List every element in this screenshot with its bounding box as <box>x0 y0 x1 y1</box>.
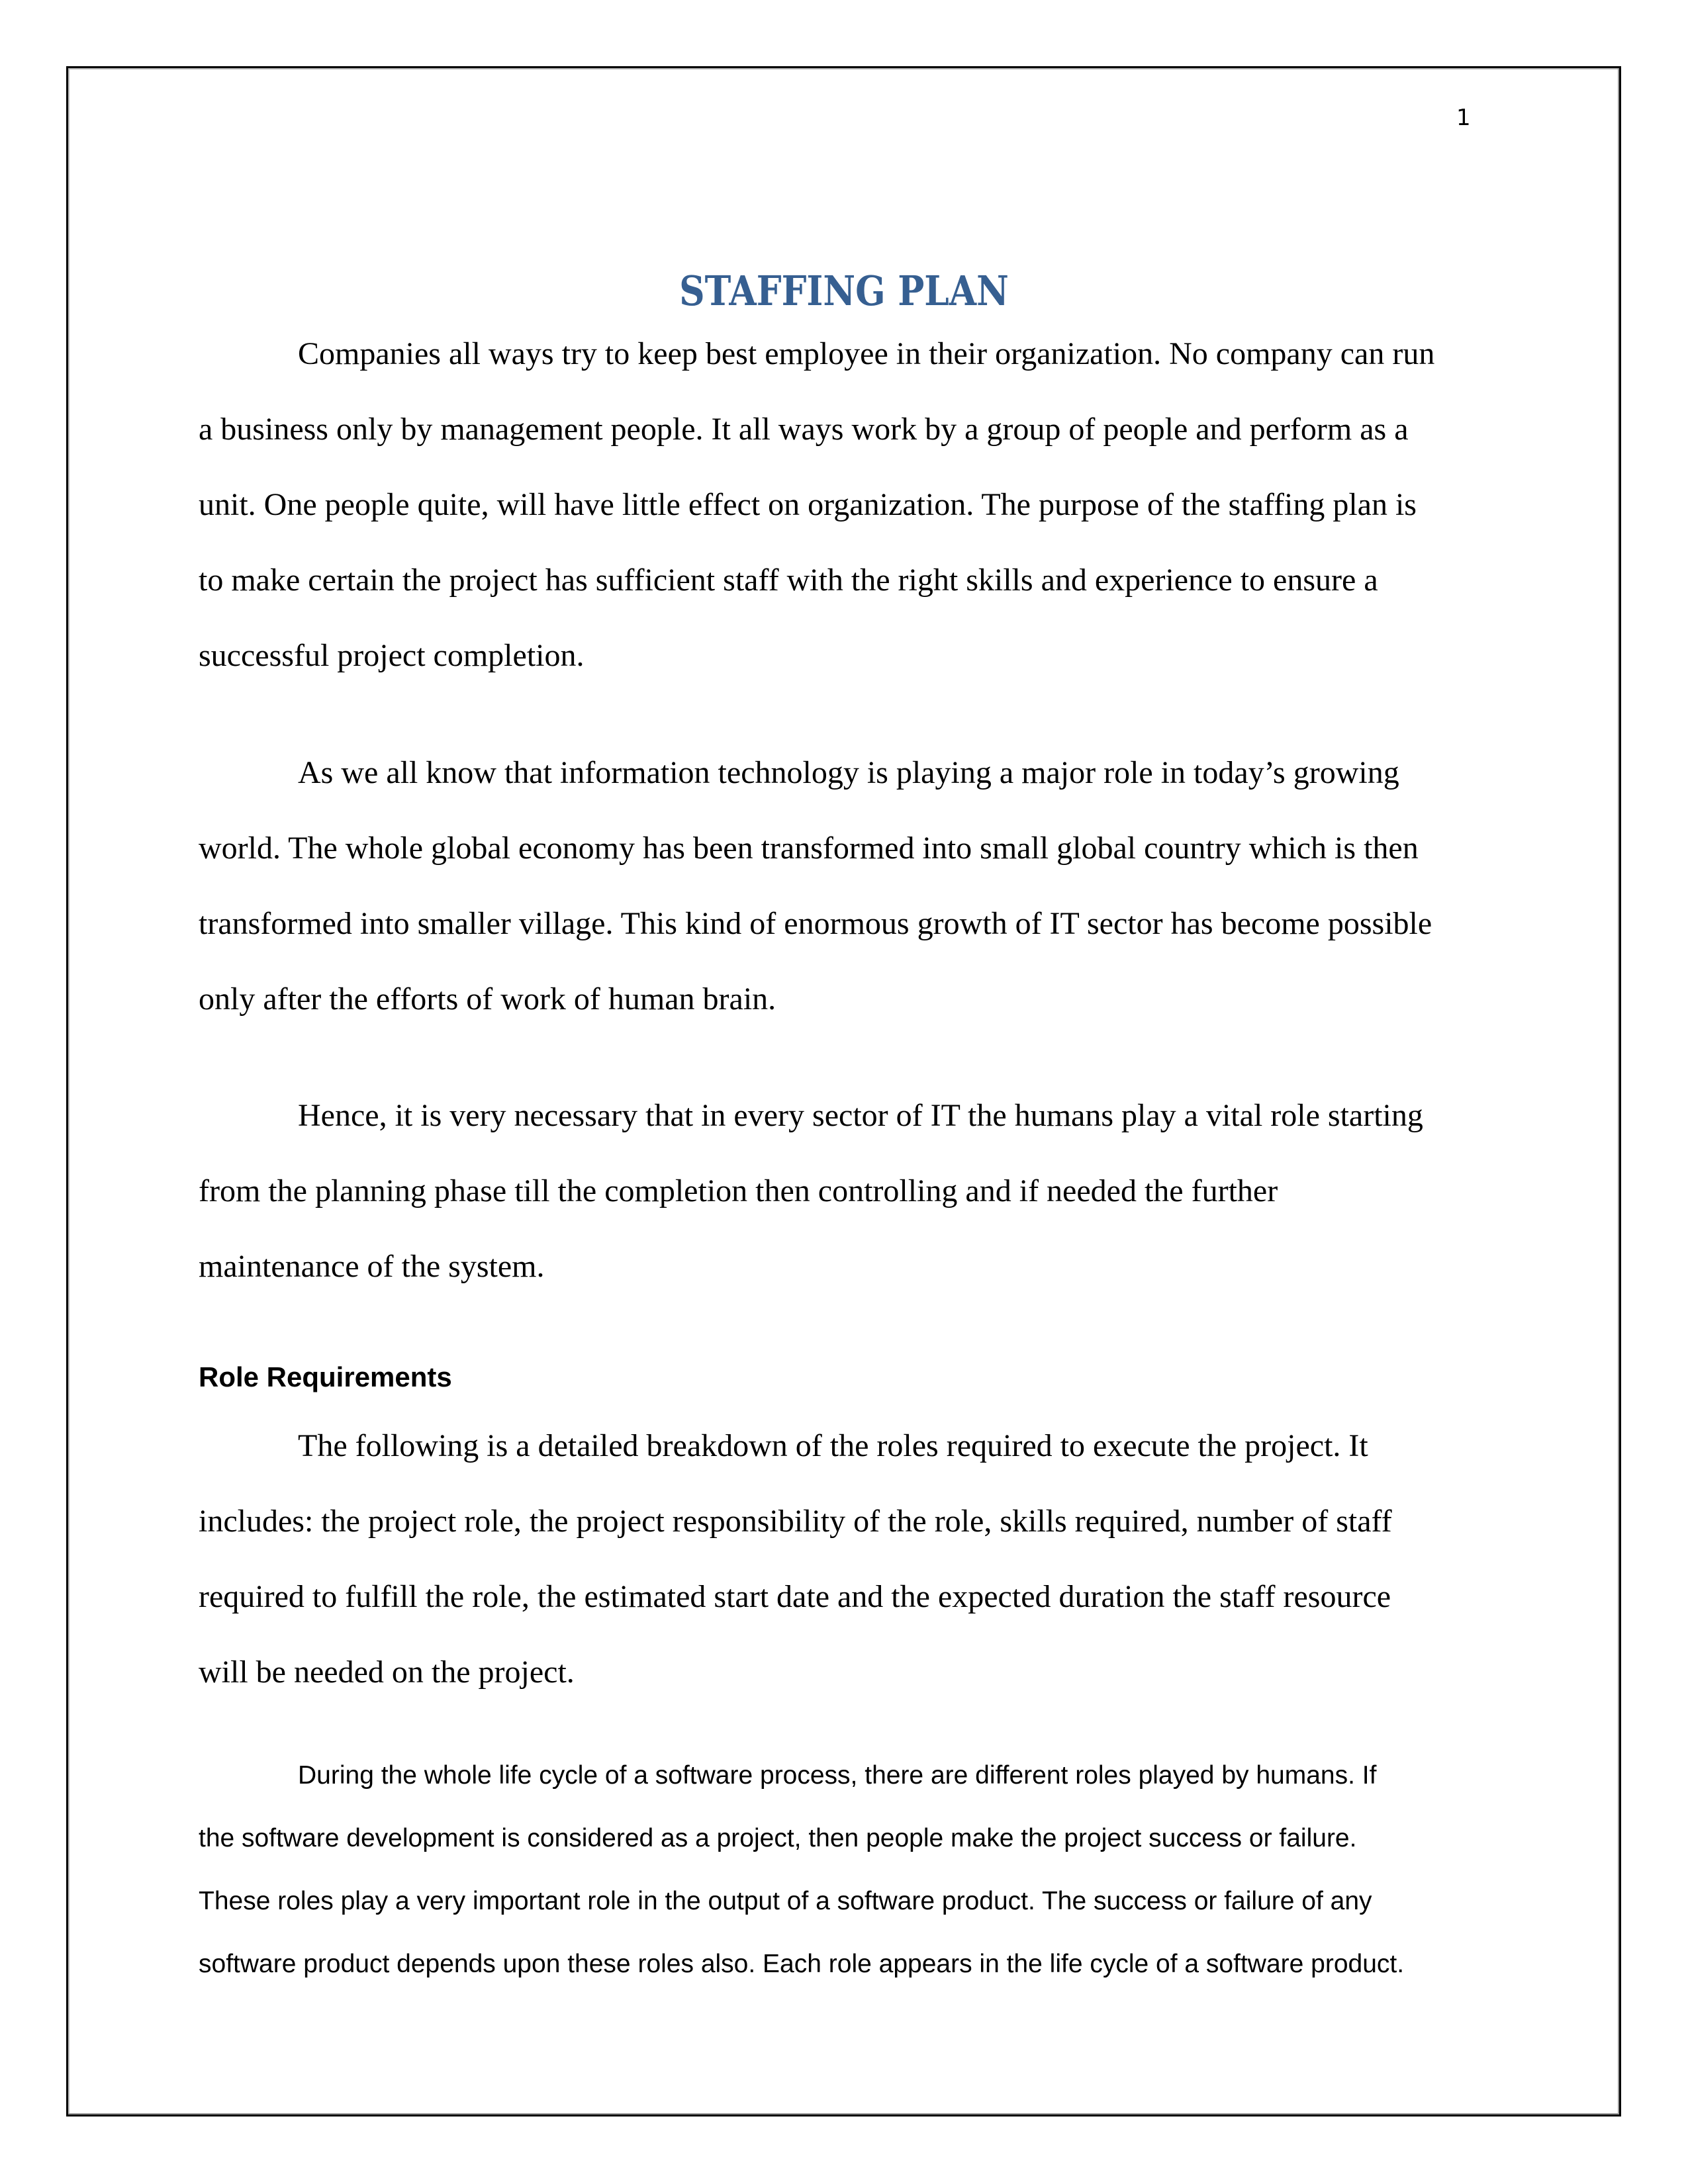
paragraph-line: These roles play a very important role in the output of a software product. The success or failure of any <box>199 1887 1372 1915</box>
paragraph-line: required to fulfill the role, the estimated start date and the expected duration the staff resource <box>199 1579 1391 1614</box>
paragraph-line: only after the efforts of work of human brain. <box>199 981 776 1017</box>
document-title: STAFFING PLAN <box>679 267 1009 315</box>
paragraph-line: from the planning phase till the completion then controlling and if needed the further <box>199 1173 1278 1208</box>
paragraph-line: transformed into smaller village. This kind of enormous growth of IT sector has become possible <box>199 906 1432 941</box>
paragraph-line: maintenance of the system. <box>199 1249 545 1284</box>
paragraph-line: will be needed on the project. <box>199 1655 575 1690</box>
paragraph-line: a business only by management people. It all ways work by a group of people and perform as a <box>199 412 1409 447</box>
section-heading: Role Requirements <box>199 1361 452 1392</box>
paragraph-line: successful project completion. <box>199 638 585 673</box>
paragraph-line: Companies all ways try to keep best employee in their organization. No company can run <box>298 336 1435 371</box>
paragraph-line: world. The whole global economy has been transformed into small global country which is then <box>199 831 1419 866</box>
paragraph-line: As we all know that information technology is playing a major role in today’s growing <box>298 755 1399 790</box>
paragraph-line: Hence, it is very necessary that in every sector of IT the humans play a vital role starting <box>298 1098 1423 1133</box>
paragraph-line: to make certain the project has sufficient staff with the right skills and experience to ensure a <box>199 563 1378 598</box>
paragraph-line: the software development is considered as a project, then people make the project success or failure. <box>199 1824 1357 1852</box>
paragraph-line: During the whole life cycle of a software process, there are different roles played by humans. If <box>298 1761 1377 1790</box>
paragraph-line: The following is a detailed breakdown of the roles required to execute the project. It <box>298 1428 1368 1463</box>
paragraph-line: includes: the project role, the project responsibility of the role, skills required, number of staff <box>199 1504 1392 1539</box>
paragraph-line: software product depends upon these roles also. Each role appears in the life cycle of a software product. <box>199 1950 1405 1978</box>
paragraph-line: unit. One people quite, will have little effect on organization. The purpose of the staffing plan is <box>199 487 1417 522</box>
page-number: 1 <box>1456 105 1471 131</box>
